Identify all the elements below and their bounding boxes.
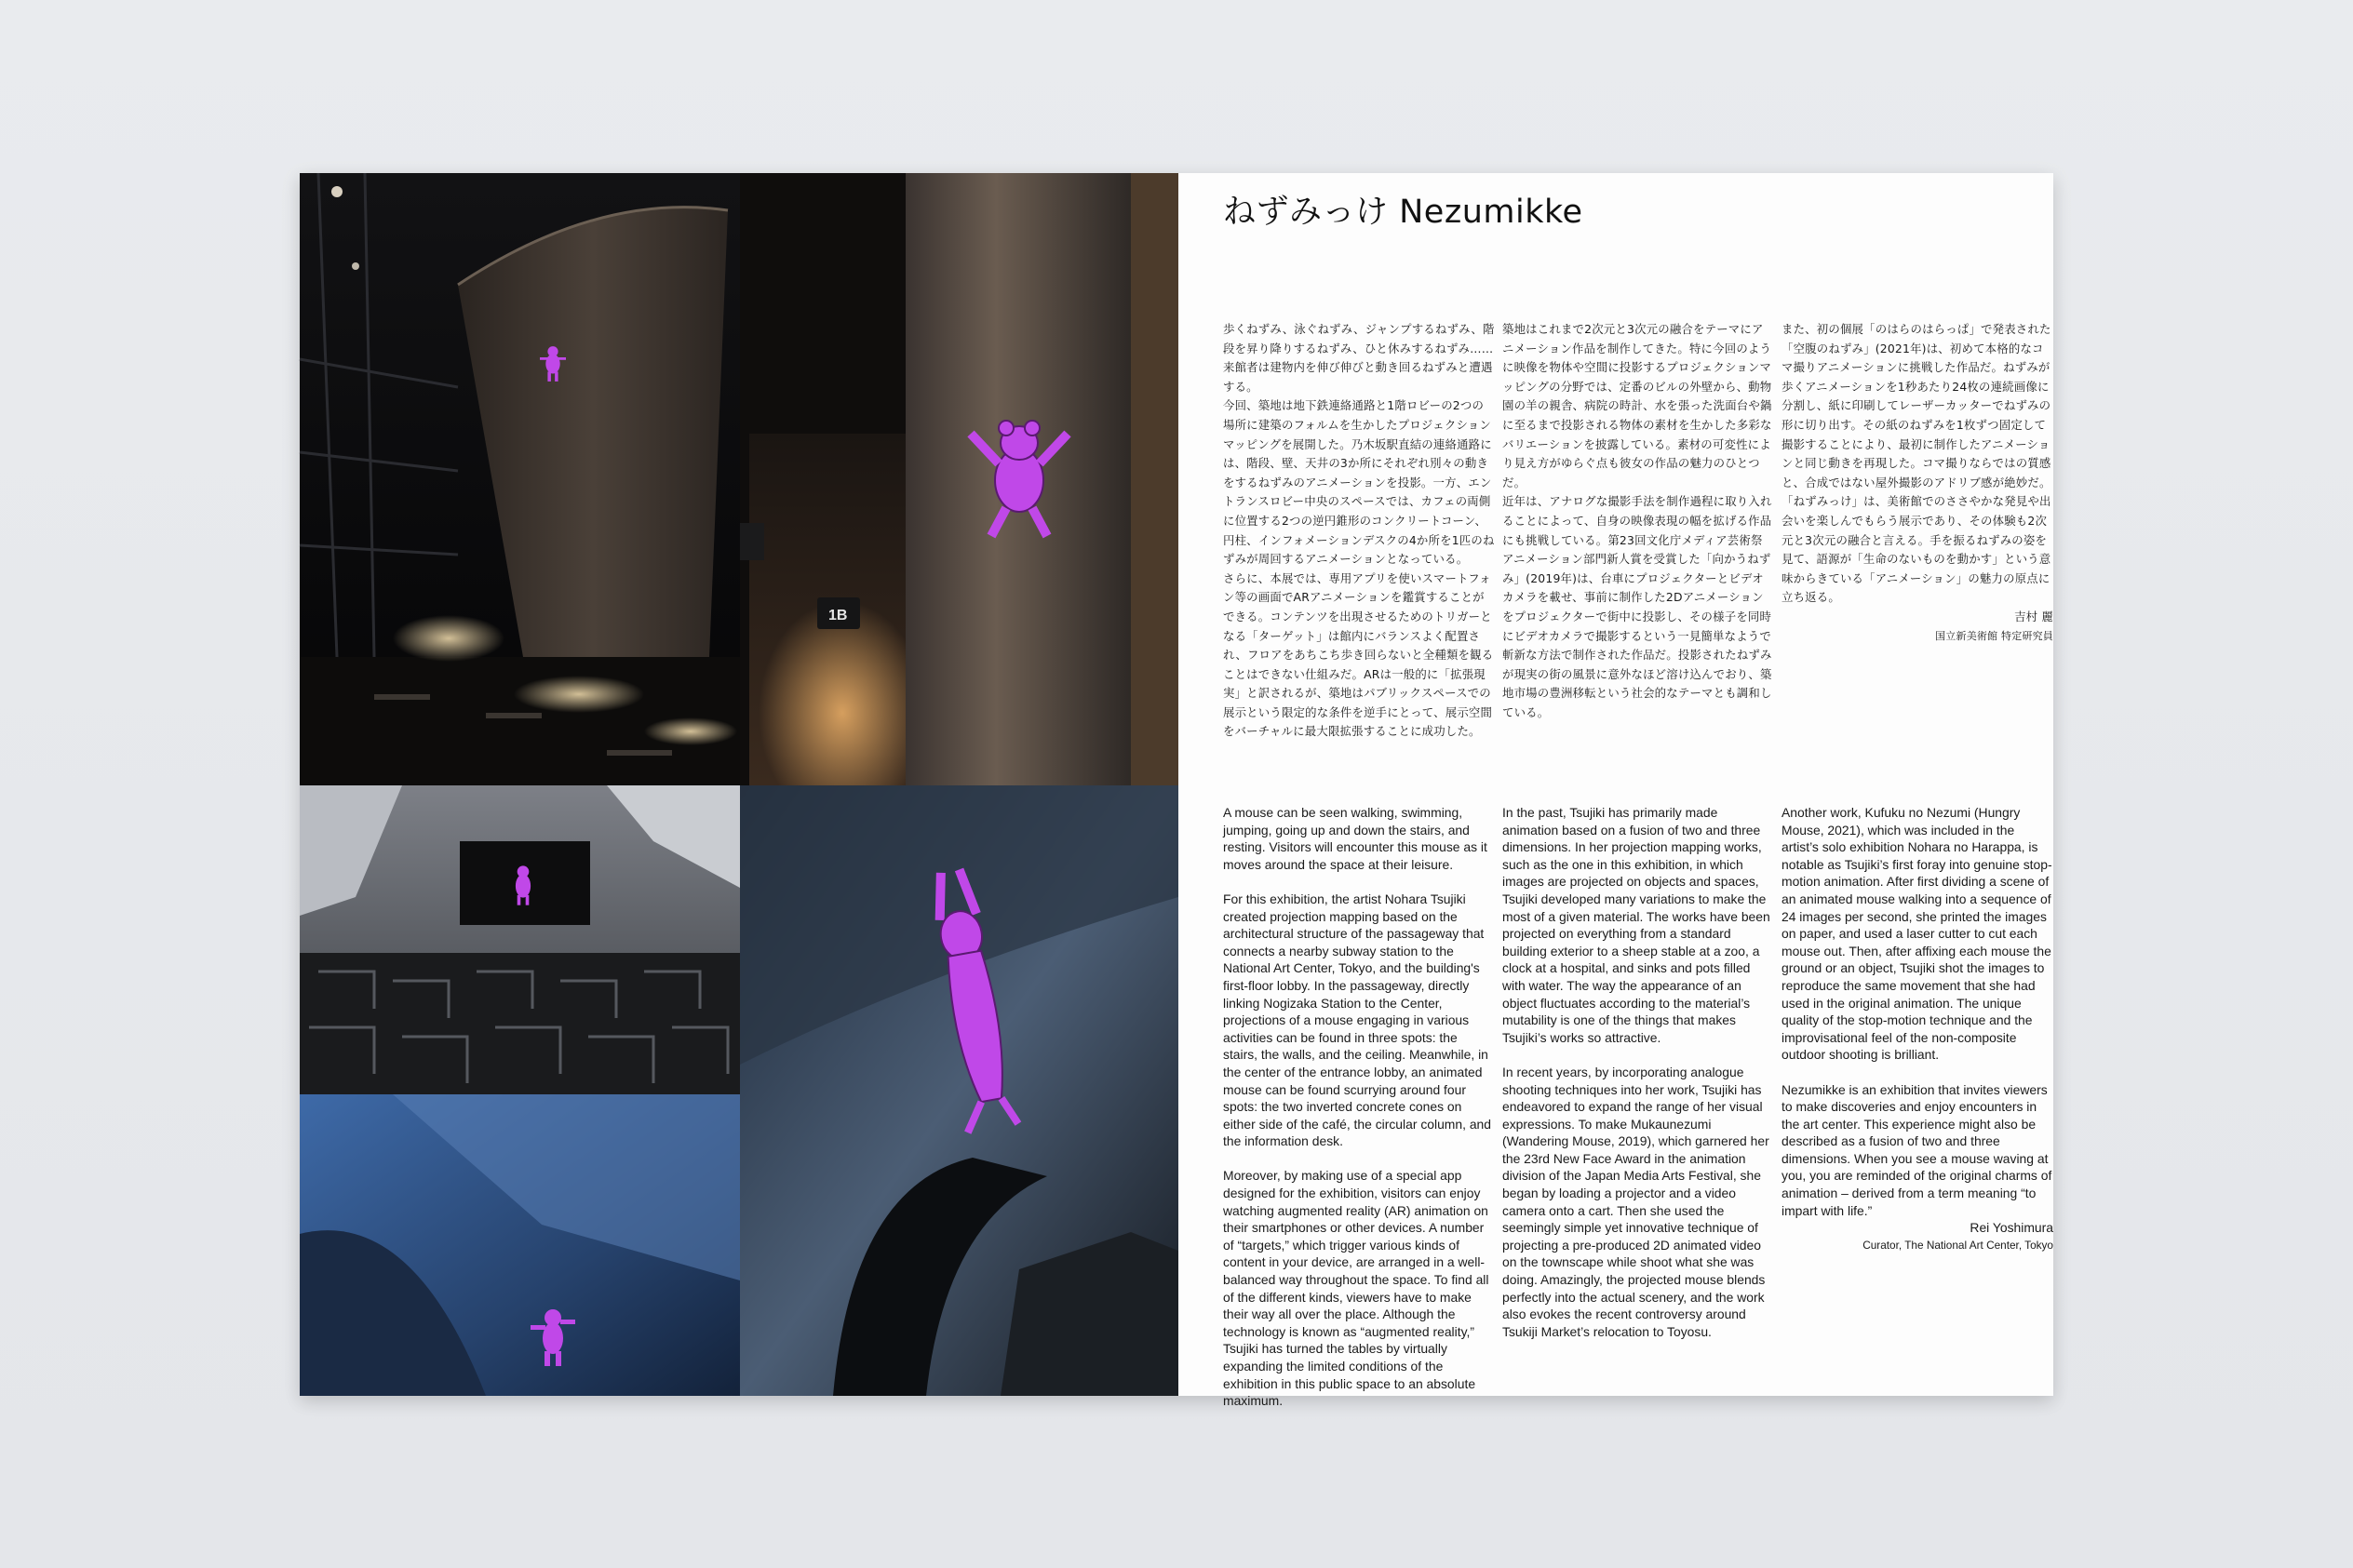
en-author-affiliation: Curator, The National Art Center, Tokyo xyxy=(1862,1238,2053,1252)
photo-cafe-monitor xyxy=(300,785,740,1094)
jp-paragraph: また、初の個展「のはらのはらっぱ」で発表された「空腹のねずみ」(2021年)は、初めて本格的なコマ撮りアニメーションに挑戦した作品だ。ねずみが歩くアニメーションを1秒あたり24枚の連続画像に分割し、紙に印刷してレーザーカッターでねずみの形に切り出す。その紙のねずみを1枚ずつ固定して撮影することにより、最初に制作したアニメーションと同じ動きを再現した。コマ撮りならではの質感と、合成ではない屋外撮影のアドリブ感が絶妙だ。 xyxy=(1782,322,2051,489)
jp-column-3 xyxy=(1782,320,2053,761)
magazine-spread xyxy=(300,173,2053,1409)
jp-paragraph: 歩くねずみ、泳ぐねずみ、ジャンプするねずみ、階段を昇り降りするねずみ、ひと休みするねずみ……来館者は建物内を伸び伸びと動き回るねずみと遭遇する。 xyxy=(1223,322,1495,394)
en-paragraph: In recent years, by incorporating analogue shooting techniques into her work, Tsujiki has endeavored to expand the range of her visual expressions. To make Mukaunezumi (Wandering Mouse, 2019), which garnered her the 23rd New Face Award in the animation division of the Japan Media Arts Festival, she began by loading a projector and a video camera onto a cart. Then she used the seemingly simple yet innovative technique of projecting a pre-produced 2D animated video on the townscape while shoot what she was doing. Amazingly, the projected mouse blends perfectly into the actual scenery, and the work also evokes the recent controversy around Tsukiji Market’s relocation to Toyosu. xyxy=(1502,1064,1769,1339)
jp-paragraph: 今回、築地は地下鉄連絡通路と1階ロビーの2つの場所に建築のフォルムを生かしたプロジェクションマッピングを展開した。乃木坂駅直結の連絡通路には、階段、壁、天井の3か所にそれぞれ別々の動きをするねずみのアニメーションを投影。一方、エントランスロビー中央のスペースでは、カフェの両側に位置する2つの逆円錐形のコンクリートコーン、円柱、インフォメーションデスクの4か所を1匹のねずみが周回するアニメーションとなっている。 xyxy=(1223,398,1495,567)
jp-column-2 xyxy=(1502,320,1774,761)
en-column-1 xyxy=(1223,804,1495,1409)
article-title: ねずみっけ Nezumikke xyxy=(1223,194,1583,231)
jp-paragraph: 築地はこれまで2次元と3次元の融合をテーマにアニメーション作品を制作してきた。特に今回のように映像を物体や空間に投影するプロジェクションマッピングの分野では、定番のビルの外壁から、動物園の羊の親舎、病院の時計、水を張った洗面台や鍋に至るまで投影される物体の素材を生かした多彩なバリエーションを披露している。素材の可変性により見え方がゆらぐ点も彼女の作品の魅力のひとつだ。 xyxy=(1502,322,1772,489)
sign-1b: 1B xyxy=(828,608,848,623)
en-paragraph: Another work, Kufuku no Nezumi (Hungry Mouse, 2021), which was included in the artist’s solo exhibition Nohara no Harappa, is notable as Tsujiki’s first foray into genuine stop-motion animation. After first dividing a scene of an animated mouse walking into a sequence of 24 images per second, she printed the images on paper, and used a laser cutter to cut each mouse out. Then, after affixing each mouse the ground or an object, Tsujiki shot the images to reproduce the same movement that she had used in the original animation. The unique quality of the stop-motion technique and the improvisational feel of the non-composite outdoor shooting is brilliant. xyxy=(1782,805,2052,1063)
en-column-3 xyxy=(1782,804,2053,1381)
en-author-name: Rei Yoshimura xyxy=(1970,1220,2053,1236)
en-column-2 xyxy=(1502,804,1774,1381)
jp-column-1 xyxy=(1223,320,1495,761)
photo-column-mouse xyxy=(740,173,1178,785)
en-paragraph: A mouse can be seen walking, swimming, jumping, going up and down the stairs, and resting. Visitors will encounter this mouse as it moves around the space at their leisure. xyxy=(1223,805,1487,872)
en-paragraph: Nezumikke is an exhibition that invites viewers to make discoveries and enjoy encounters in the art center. This experience might also be described as a fusion of two and three dimensions. When you see a mouse waving at you, you are reminded of the original charms of animation – derived from a term meaning “to impart with life.” xyxy=(1782,1081,2052,1218)
article-page xyxy=(1178,173,2053,1409)
en-paragraph: In the past, Tsujiki has primarily made animation based on a fusion of two and three dimensions. In her projection mapping works, such as the one in this exhibition, in which images are projected on objects and spaces, Tsujiki developed many variations to make the most of a given material. The works have been projected on everything from a standard building exterior to a sheep stable at a zoo, a clock at a hospital, and sinks and pots filled with water. The way the appearance of an object fluctuates according to the material’s mutability is one of the things that makes Tsujiki’s works so attractive. xyxy=(1502,805,1770,1045)
photo-stairs-mouse xyxy=(740,785,1178,1396)
photo-lobby-cone xyxy=(300,173,740,785)
photo-collage xyxy=(300,173,1178,1396)
en-paragraph: For this exhibition, the artist Nohara Tsujiki created projection mapping based on the architectural structure of the passageway that connects a nearby subway station to the National Art Center, Tokyo, and the building's first-floor lobby. In the passageway, directly linking Nogizaka Station to the Center, projections of a mouse engaging in various activities can be found in three spots: the stairs, the walls, and the ceiling. Meanwhile, in the center of the entrance lobby, an animated mouse can be found scurrying around four spots: the two inverted concrete cones on either side of the café, the circular column, and the information desk. xyxy=(1223,891,1492,1149)
jp-author-affiliation: 国立新美術館 特定研究員 xyxy=(1935,629,2053,642)
jp-paragraph: 「ねずみっけ」は、美術館でのささやかな発見や出会いを楽しんでもらう展示であり、その体験も2次元と3次元の融合と言える。手を振るねずみの姿を見て、語源が「生命のないものを動かす」という意味からきている「アニメーション」の魅力の原点に立ち返る。 xyxy=(1782,494,2051,605)
en-paragraph: Moreover, by making use of a special app designed for the exhibition, visitors can enjoy watching augmented reality (AR) animation on their smartphones or other devices. A number of “targets,” which trigger various kinds of content in your device, are arranged in a well-balanced way throughout the space. To find all of the different kinds, viewers have to make their way all over the place. Although the technology is known as “augmented reality,” Tsujiki has turned the tables by virtually expanding the limited conditions of the exhibition in this public space to an absolute maximum. xyxy=(1223,1168,1489,1409)
jp-paragraph: 近年は、アナログな撮影手法を制作過程に取り入れることによって、自身の映像表現の幅を拡げる作品にも挑戦している。第23回文化庁メディア芸術祭アニメーション部門新人賞を受賞した「向かうねずみ」(2019年)は、台車にプロジェクターとビデオカメラを載せ、事前に制作した2Dアニメーションをプロジェクターで街中に投影し、その様子を同時にビデオカメラで撮影するという一見簡単なようで斬新な方法で制作された作品だ。投影されたねずみが現実の街の風景に意外なほど溶け込んでおり、築地市場の豊洲移転という社会的なテーマとも調和している。 xyxy=(1502,494,1772,719)
jp-paragraph: さらに、本展では、専用アプリを使いスマートフォン等の画面でARアニメーションを鑑賞することができる。コンテンツを出現させるためのトリガーとなる「ターゲット」は館内にバランスよく配置され、フロアをあちこち歩き回らないと全種類を観ることはできない仕組みだ。ARは一般的に「拡張現実」と訳されるが、築地はパブリックスペースでの展示という限定的な条件を逆手にとって、展示空間をバーチャルに最大限拡張することに成功した。 xyxy=(1223,570,1494,739)
jp-author-name: 吉村 麗 xyxy=(2014,609,2053,623)
photo-blue-wall-mouse xyxy=(300,1094,740,1396)
